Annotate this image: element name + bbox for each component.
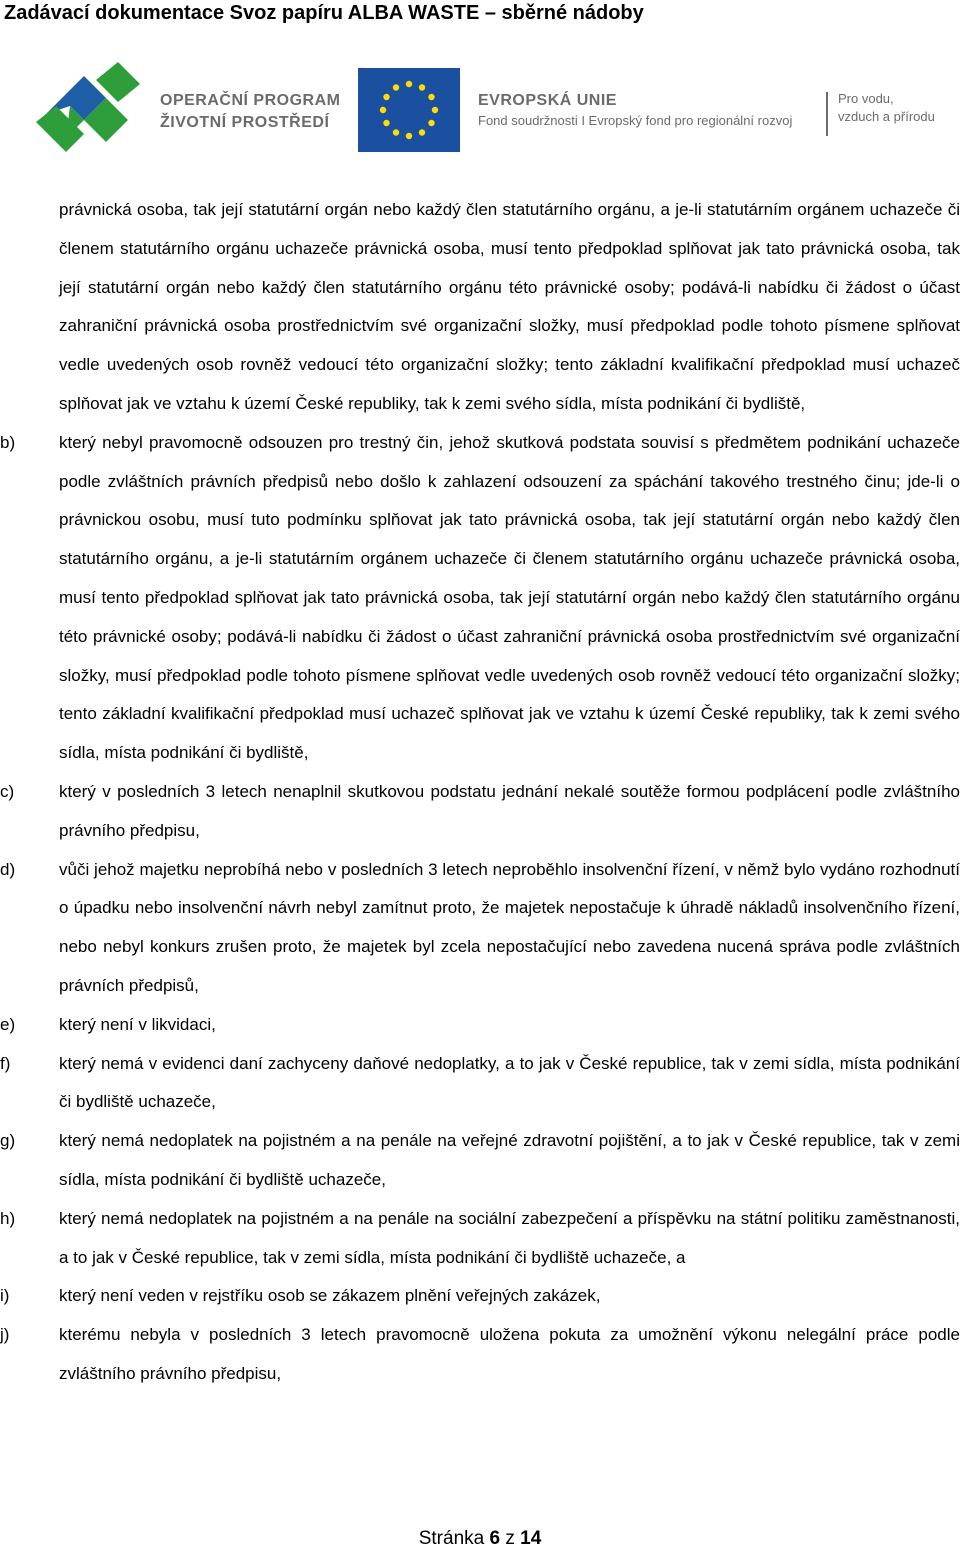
list-item-text: který není v likvidaci,	[59, 1014, 216, 1034]
list-item-i	[0, 1277, 960, 1316]
list-item-text: kterému nebyla v posledních 3 letech pravomocně uložena pokuta za umožnění výkonu nelegální práce podle zvláštního právního předpisu,	[59, 1325, 960, 1383]
page-label: Stránka	[418, 1528, 485, 1549]
page-number: 6	[489, 1528, 501, 1549]
list-item-e	[0, 1006, 960, 1045]
list-item-text: který nebyl pravomocně odsouzen pro trestný čin, jehož skutková podstata souvisí s předmětem podnikání uchazeče podle zvláštních právních předpisů nebo došlo k zahlazení odsouzení za spáchání takového trestného činu; jde-li o právnickou osobu, musí tuto podmínku splňovat jak tato právnická osoba, tak její statutární orgán nebo každý člen statutárního orgánu, a je-li statutárním orgánem uchazeče či členem statutárního orgánu uchazeče právnická osoba, musí tento předpoklad splňovat jak tato právnická osoba, tak její statutární orgán nebo každý člen statutárního orgánu této právnické osoby; podává-li nabídku či žádost o účast zahraniční právnická osoba prostřednictvím své organizační složky, musí předpoklad podle tohoto písmene splňovat vedle uvedených osob rovněž vedoucí této organizační složky; tento základní kvalifikační předpoklad musí uchazeč splňovat jak ve vztahu k území České republiky, tak k zemi svého sídla, místa podnikání či bydliště,	[59, 432, 960, 763]
list-item-text: který nemá nedoplatek na pojistném a na penále na sociální zabezpečení a příspěvku na státní politiku zaměstnanosti, a to jak v České republice, tak v zemi sídla, místa podnikání či bydliště uchazeče, a	[59, 1208, 960, 1267]
slogan-line2: vzduch a přírodu	[838, 109, 935, 124]
document-body	[0, 191, 960, 1394]
slogan	[838, 90, 935, 126]
slogan-divider	[826, 92, 828, 136]
slogan-line1: Pro vodu,	[838, 91, 894, 106]
list-item-letter: d)	[0, 859, 16, 879]
list-item-f	[0, 1045, 960, 1123]
eu-flag-icon	[358, 68, 460, 152]
eu-logo-text	[478, 90, 792, 130]
list-item-h	[0, 1200, 960, 1278]
page-footer	[0, 1526, 960, 1552]
list-item-letter: i)	[0, 1286, 10, 1306]
list-item-letter: j)	[0, 1325, 10, 1345]
list-item-letter: e)	[0, 1014, 16, 1034]
op-zp-logo-text	[160, 90, 340, 134]
list-item-text: který v posledních 3 letech nenaplnil skutkovou podstatu jednání nekalé soutěže formou podplácení podle zvláštního právního předpisu,	[59, 781, 960, 840]
list-item-c	[0, 773, 960, 851]
page-total: 14	[520, 1528, 542, 1549]
op-logo-line2: ŽIVOTNÍ PROSTŘEDÍ	[160, 114, 330, 131]
page-of-label: z	[505, 1528, 515, 1549]
list-item-j	[0, 1316, 960, 1394]
list-item-letter: b)	[0, 432, 16, 452]
list-item-text: který nemá nedoplatek na pojistném a na penále na veřejné zdravotní pojištění, a to jak v České republice, tak v zemi sídla, místa podnikání či bydliště uchazeče,	[59, 1131, 960, 1189]
document-header-title: Zadávací dokumentace Svoz papíru ALBA WASTE – sběrné nádoby	[4, 2, 644, 24]
list-item-text: který není veden v rejstříku osob se zákazem plnění veřejných zakázek,	[59, 1286, 601, 1306]
list-item-b	[0, 424, 960, 773]
list-item-text: vůči jehož majetku neprobíhá nebo v posledních 3 letech neproběhlo insolvenční řízení, v němž bylo vydáno rozhodnutí o úpadku nebo insolvenční návrh nebyl zamítnut proto, že majetek nepostačuje k úhradě nákladů insolvenčního řízení, nebo nebyl konkurs zrušen proto, že majetek byl zcela nepostačující nebo zavedena nucená správa podle zvláštních právních předpisů,	[59, 859, 960, 995]
list-item-letter: f)	[0, 1053, 11, 1073]
list-item-letter: h)	[0, 1208, 16, 1228]
op-logo-line1: OPERAČNÍ PROGRAM	[160, 92, 341, 109]
intro-paragraph: právnická osoba, tak její statutární orgán nebo každý člen statutárního orgánu, a je-li statutárním orgánem uchazeče či členem statutárního orgánu uchazeče právnická osoba, musí tento předpoklad splňovat jak tato právnická osoba, tak její statutární orgán nebo každý člen statutárního orgánu této právnické osoby; podává-li nabídku či žádost o účast zahraniční právnická osoba prostřednictvím své organizační složky, musí předpoklad podle tohoto písmene splňovat vedle uvedených osob rovněž vedoucí této organizační složky; tento základní kvalifikační předpoklad musí uchazeč splňovat jak ve vztahu k území České republiky, tak k zemi svého sídla, místa podnikání či bydliště,	[59, 200, 960, 413]
list-item-letter: c)	[0, 781, 15, 801]
eu-logo-subtitle: Fond soudržnosti I Evropský fond pro regionální rozvoj	[478, 113, 793, 128]
eu-logo-title: EVROPSKÁ UNIE	[478, 92, 617, 109]
op-zp-logo-icon	[36, 62, 156, 162]
list-item-d	[0, 851, 960, 1006]
list-item-g	[0, 1122, 960, 1200]
list-item-text: který nemá v evidenci daní zachyceny daňové nedoplatky, a to jak v České republice, tak v zemi sídla, místa podnikání či bydliště uchazeče,	[59, 1053, 960, 1112]
list-item-letter: g)	[0, 1131, 16, 1151]
